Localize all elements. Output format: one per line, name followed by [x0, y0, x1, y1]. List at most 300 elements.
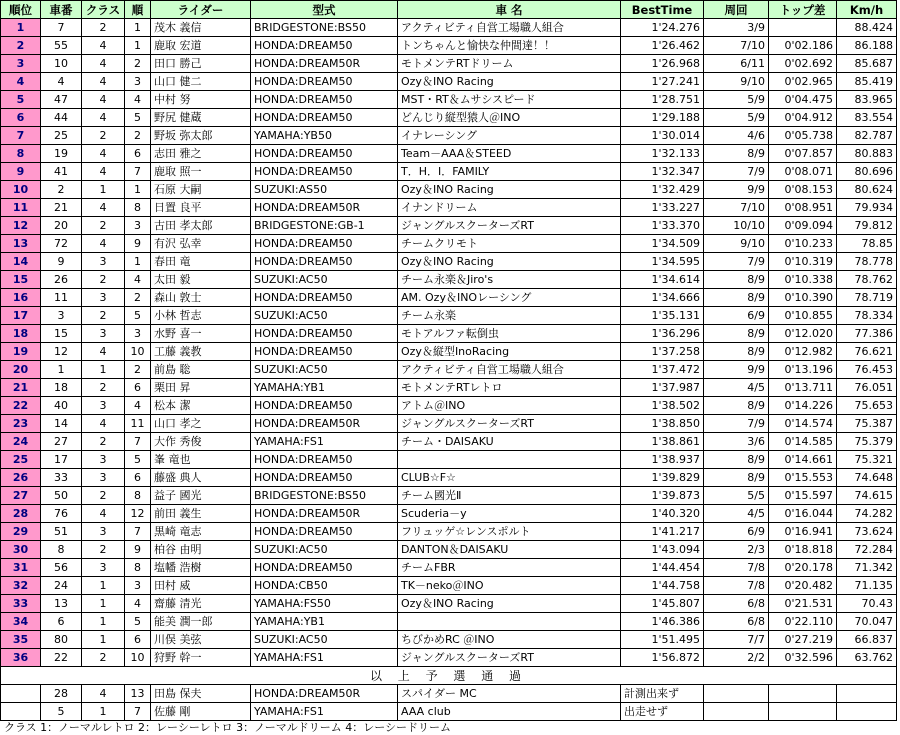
cell-laps: 7/8: [704, 577, 769, 595]
cell-rider: 齋藤 清光: [151, 595, 251, 613]
cell-speed: 75.387: [837, 415, 897, 433]
cell-laps: 7/10: [704, 37, 769, 55]
cell-class-order: 5: [125, 307, 151, 325]
cell-model: HONDA:CB50: [251, 577, 398, 595]
header-rider: ライダー: [151, 1, 251, 19]
cell-gap: 0'27.219: [769, 631, 837, 649]
cell-class: 2: [82, 19, 125, 37]
cell-class: 3: [82, 451, 125, 469]
cell-class: 4: [82, 343, 125, 361]
cell-rider: 能美 潤一郎: [151, 613, 251, 631]
cell-best-time: 1'40.320: [621, 505, 704, 523]
cell-position: 28: [1, 505, 41, 523]
cell-position: 10: [1, 181, 41, 199]
cell-gap: 0'20.482: [769, 577, 837, 595]
cell-model: SUZUKI:AS50: [251, 181, 398, 199]
cell-rider: 工藤 義教: [151, 343, 251, 361]
cell-model: HONDA:DREAM50: [251, 343, 398, 361]
cell-class-order: 3: [125, 217, 151, 235]
cell-gap: [769, 685, 837, 703]
cell-class: 4: [82, 685, 125, 703]
cell-number: 4: [41, 73, 82, 91]
cell-laps: 8/9: [704, 325, 769, 343]
cell-class-order: 10: [125, 343, 151, 361]
cell-best-time: 1'36.296: [621, 325, 704, 343]
cell-model: HONDA:DREAM50: [251, 559, 398, 577]
cell-class-order: 11: [125, 415, 151, 433]
cell-class: 1: [82, 181, 125, 199]
cell-best-time: 1'34.595: [621, 253, 704, 271]
cell-laps: 8/9: [704, 271, 769, 289]
cell-rider: 田口 勝己: [151, 55, 251, 73]
table-row: [1, 253, 897, 271]
cell-model: YAMAHA:FS1: [251, 703, 398, 721]
cell-team: モトメンテRTドリーム: [398, 55, 621, 73]
cell-team: アトム＠INO: [398, 397, 621, 415]
cell-team: DANTON＆DAISAKU: [398, 541, 621, 559]
cell-position: 27: [1, 487, 41, 505]
cell-model: HONDA:DREAM50: [251, 289, 398, 307]
cell-gap: 0'15.553: [769, 469, 837, 487]
cell-position: [1, 685, 41, 703]
table-row: [1, 55, 897, 73]
cell-gap: 0'02.965: [769, 73, 837, 91]
cell-class-order: 6: [125, 631, 151, 649]
cell-gap: 0'15.597: [769, 487, 837, 505]
cell-class-order: 2: [125, 289, 151, 307]
table-row: [1, 181, 897, 199]
cell-best-time: 1'44.454: [621, 559, 704, 577]
cell-gap: 0'20.178: [769, 559, 837, 577]
table-row: [1, 595, 897, 613]
cell-number: 55: [41, 37, 82, 55]
unclassified-row: [1, 703, 897, 721]
cell-speed: [837, 685, 897, 703]
cell-model: HONDA:DREAM50R: [251, 685, 398, 703]
cell-speed: 85.419: [837, 73, 897, 91]
cell-best-time: 1'37.472: [621, 361, 704, 379]
cell-laps: 8/9: [704, 289, 769, 307]
cell-team: [398, 613, 621, 631]
cell-gap: 0'10.390: [769, 289, 837, 307]
cell-class-order: 8: [125, 559, 151, 577]
cell-laps: 6/8: [704, 595, 769, 613]
cell-rider: 志田 雅之: [151, 145, 251, 163]
cell-position: 6: [1, 109, 41, 127]
cell-model: HONDA:DREAM50R: [251, 505, 398, 523]
table-row: [1, 433, 897, 451]
cell-gap: 0'05.738: [769, 127, 837, 145]
cell-laps: 4/5: [704, 505, 769, 523]
cell-team: MST・RT＆ムサシスピード: [398, 91, 621, 109]
cell-number: 20: [41, 217, 82, 235]
table-row: [1, 451, 897, 469]
header-laps: 周回: [704, 1, 769, 19]
cell-laps: 7/9: [704, 163, 769, 181]
cell-best-time: 1'34.509: [621, 235, 704, 253]
cell-laps: 5/9: [704, 91, 769, 109]
cell-team: AAA club: [398, 703, 621, 721]
cell-laps: 7/9: [704, 253, 769, 271]
cell-class: 4: [82, 505, 125, 523]
header-speed: Km/h: [837, 1, 897, 19]
cell-position: 16: [1, 289, 41, 307]
cell-rider: 藤盛 典人: [151, 469, 251, 487]
cell-class-order: 13: [125, 685, 151, 703]
cell-position: 12: [1, 217, 41, 235]
cell-best-time: 1'32.347: [621, 163, 704, 181]
cell-gap: 0'10.233: [769, 235, 837, 253]
cell-position: 25: [1, 451, 41, 469]
cell-model: HONDA:DREAM50: [251, 91, 398, 109]
cell-team: イナレーシング: [398, 127, 621, 145]
cell-speed: 78.719: [837, 289, 897, 307]
table-row: [1, 91, 897, 109]
table-row: [1, 649, 897, 667]
cell-speed: 88.424: [837, 19, 897, 37]
cell-class-order: 8: [125, 487, 151, 505]
cell-position: 21: [1, 379, 41, 397]
cell-rider: 古田 孝太郎: [151, 217, 251, 235]
cell-speed: 74.648: [837, 469, 897, 487]
cell-best-time: 1'37.258: [621, 343, 704, 361]
cell-team: CLUB☆F☆: [398, 469, 621, 487]
cell-speed: 75.321: [837, 451, 897, 469]
table-row: [1, 325, 897, 343]
cell-class-order: 1: [125, 19, 151, 37]
table-row: [1, 127, 897, 145]
table-row: [1, 415, 897, 433]
cell-class: 3: [82, 559, 125, 577]
cell-speed: 79.934: [837, 199, 897, 217]
cell-number: 47: [41, 91, 82, 109]
cell-number: 25: [41, 127, 82, 145]
cell-laps: 4/6: [704, 127, 769, 145]
cell-class-order: 10: [125, 649, 151, 667]
cell-number: 11: [41, 289, 82, 307]
cell-class-order: 5: [125, 109, 151, 127]
cell-class: 4: [82, 91, 125, 109]
cell-class-order: 2: [125, 361, 151, 379]
cell-gap: 0'13.196: [769, 361, 837, 379]
table-row: [1, 145, 897, 163]
table-row: [1, 289, 897, 307]
cell-class-order: 9: [125, 235, 151, 253]
cell-model: HONDA:DREAM50: [251, 109, 398, 127]
cell-class-order: 7: [125, 523, 151, 541]
cell-team: アクティビティ自営工場職人組合: [398, 361, 621, 379]
cell-laps: 7/9: [704, 415, 769, 433]
cell-number: 2: [41, 181, 82, 199]
cell-speed: 63.762: [837, 649, 897, 667]
table-row: [1, 379, 897, 397]
table-row: [1, 73, 897, 91]
cell-speed: 83.554: [837, 109, 897, 127]
cell-number: 17: [41, 451, 82, 469]
cell-gap: 0'08.951: [769, 199, 837, 217]
cell-speed: 76.621: [837, 343, 897, 361]
cell-gap: [769, 703, 837, 721]
cell-gap: 0'21.531: [769, 595, 837, 613]
cell-position: 14: [1, 253, 41, 271]
cell-speed: 76.051: [837, 379, 897, 397]
header-model: 型式: [251, 1, 398, 19]
cell-gap: 0'14.226: [769, 397, 837, 415]
cell-team: チーム永楽＆Jiro's: [398, 271, 621, 289]
cell-class: 2: [82, 541, 125, 559]
cell-team: チームクリモト: [398, 235, 621, 253]
cell-laps: 10/10: [704, 217, 769, 235]
cell-rider: 前田 義生: [151, 505, 251, 523]
cell-model: HONDA:DREAM50: [251, 37, 398, 55]
cell-team: TK－neko＠INO: [398, 577, 621, 595]
cell-laps: [704, 685, 769, 703]
cell-best-time: 1'30.014: [621, 127, 704, 145]
qualifying-separator-row: [1, 667, 897, 685]
cell-number: 18: [41, 379, 82, 397]
cell-gap: 0'13.711: [769, 379, 837, 397]
cell-position: 18: [1, 325, 41, 343]
cell-class-order: 1: [125, 181, 151, 199]
cell-speed: 74.282: [837, 505, 897, 523]
cell-team: モトアルファ転倒虫: [398, 325, 621, 343]
cell-number: 56: [41, 559, 82, 577]
header-team: 車 名: [398, 1, 621, 19]
cell-speed: [837, 703, 897, 721]
table-row: [1, 577, 897, 595]
cell-number: 22: [41, 649, 82, 667]
cell-number: 76: [41, 505, 82, 523]
cell-class: 4: [82, 109, 125, 127]
cell-position: 19: [1, 343, 41, 361]
cell-position: 1: [1, 19, 41, 37]
cell-team: トンちゃんと愉快な仲間達！！: [398, 37, 621, 55]
cell-best-time: 1'38.861: [621, 433, 704, 451]
cell-rider: 松本 潔: [151, 397, 251, 415]
cell-speed: 78.778: [837, 253, 897, 271]
cell-gap: 0'14.661: [769, 451, 837, 469]
cell-number: 10: [41, 55, 82, 73]
cell-class-order: 4: [125, 271, 151, 289]
cell-gap: 0'22.110: [769, 613, 837, 631]
cell-number: 40: [41, 397, 82, 415]
cell-best-time: 1'29.188: [621, 109, 704, 127]
cell-best-time: 1'38.850: [621, 415, 704, 433]
cell-speed: 78.334: [837, 307, 897, 325]
cell-best-time: 1'56.872: [621, 649, 704, 667]
cell-class-order: 4: [125, 91, 151, 109]
cell-model: HONDA:DREAM50: [251, 253, 398, 271]
cell-position: 36: [1, 649, 41, 667]
cell-model: YAMAHA:FS1: [251, 649, 398, 667]
cell-model: SUZUKI:AC50: [251, 631, 398, 649]
cell-best-time: 1'38.937: [621, 451, 704, 469]
cell-class: 4: [82, 415, 125, 433]
cell-position: 2: [1, 37, 41, 55]
cell-number: 24: [41, 577, 82, 595]
cell-number: 26: [41, 271, 82, 289]
qualifying-separator-text: 以 上 予 選 通 過: [1, 667, 897, 685]
table-row: [1, 217, 897, 235]
cell-laps: 9/10: [704, 235, 769, 253]
cell-laps: 4/5: [704, 379, 769, 397]
cell-gap: 0'12.982: [769, 343, 837, 361]
cell-number: 13: [41, 595, 82, 613]
cell-number: 72: [41, 235, 82, 253]
table-row: [1, 271, 897, 289]
cell-model: HONDA:DREAM50: [251, 469, 398, 487]
cell-position: 24: [1, 433, 41, 451]
cell-speed: 73.624: [837, 523, 897, 541]
cell-class: 2: [82, 433, 125, 451]
header-position: 順位: [1, 1, 41, 19]
cell-gap: 0'04.912: [769, 109, 837, 127]
cell-rider: 中村 努: [151, 91, 251, 109]
cell-model: HONDA:DREAM50: [251, 235, 398, 253]
cell-position: 3: [1, 55, 41, 73]
cell-class: 4: [82, 145, 125, 163]
cell-speed: 80.883: [837, 145, 897, 163]
cell-position: 5: [1, 91, 41, 109]
cell-team: フリュッゲ☆レンスポルト: [398, 523, 621, 541]
cell-gap: 0'09.094: [769, 217, 837, 235]
header-class-order: 順: [125, 1, 151, 19]
cell-speed: 72.284: [837, 541, 897, 559]
cell-rider: 鹿取 照一: [151, 163, 251, 181]
cell-class-order: 7: [125, 163, 151, 181]
cell-gap: 0'10.855: [769, 307, 837, 325]
cell-rider: 益子 國光: [151, 487, 251, 505]
table-row: [1, 559, 897, 577]
cell-speed: 82.787: [837, 127, 897, 145]
cell-laps: 7/8: [704, 559, 769, 577]
cell-laps: 3/6: [704, 433, 769, 451]
cell-class-order: 8: [125, 199, 151, 217]
cell-team: Ozy＆INO Racing: [398, 253, 621, 271]
cell-class: 1: [82, 613, 125, 631]
cell-gap: 0'10.319: [769, 253, 837, 271]
cell-team: ジャングルスクーターズRT: [398, 217, 621, 235]
cell-team: ジャングルスクーターズRT: [398, 415, 621, 433]
cell-class: 4: [82, 235, 125, 253]
cell-number: 44: [41, 109, 82, 127]
cell-rider: 狩野 幹一: [151, 649, 251, 667]
cell-rider: 栗田 昇: [151, 379, 251, 397]
cell-laps: 8/9: [704, 145, 769, 163]
cell-team: どんじり縦型猿人＠INO: [398, 109, 621, 127]
cell-number: 7: [41, 19, 82, 37]
cell-speed: 85.687: [837, 55, 897, 73]
cell-number: 41: [41, 163, 82, 181]
table-row: [1, 163, 897, 181]
cell-team: イナンドリーム: [398, 199, 621, 217]
cell-rider: 田村 威: [151, 577, 251, 595]
cell-class-order: 2: [125, 127, 151, 145]
cell-position: 8: [1, 145, 41, 163]
cell-speed: 70.047: [837, 613, 897, 631]
cell-rider: 日置 良平: [151, 199, 251, 217]
cell-number: 6: [41, 613, 82, 631]
cell-speed: 86.188: [837, 37, 897, 55]
cell-best-time: 1'34.666: [621, 289, 704, 307]
cell-class: 3: [82, 397, 125, 415]
cell-class-order: 6: [125, 379, 151, 397]
cell-number: 50: [41, 487, 82, 505]
cell-number: 5: [41, 703, 82, 721]
cell-position: 13: [1, 235, 41, 253]
cell-team: チーム永楽: [398, 307, 621, 325]
cell-gap: 0'02.186: [769, 37, 837, 55]
cell-number: 27: [41, 433, 82, 451]
table-row: [1, 613, 897, 631]
table-row: [1, 235, 897, 253]
cell-laps: 9/10: [704, 73, 769, 91]
cell-number: 12: [41, 343, 82, 361]
cell-best-time: 1'33.227: [621, 199, 704, 217]
cell-laps: 2/3: [704, 541, 769, 559]
cell-best-time: 1'32.133: [621, 145, 704, 163]
cell-team: チームFBR: [398, 559, 621, 577]
cell-rider: 太田 毅: [151, 271, 251, 289]
cell-speed: 78.85: [837, 235, 897, 253]
cell-best-time: 1'44.758: [621, 577, 704, 595]
cell-rider: 森山 敦士: [151, 289, 251, 307]
cell-class-order: 5: [125, 451, 151, 469]
cell-position: 15: [1, 271, 41, 289]
cell-best-time: 計測出来ず: [621, 685, 704, 703]
cell-class: 3: [82, 523, 125, 541]
cell-model: YAMAHA:YB50: [251, 127, 398, 145]
cell-laps: 8/9: [704, 343, 769, 361]
cell-best-time: 1'41.217: [621, 523, 704, 541]
cell-number: 3: [41, 307, 82, 325]
cell-model: HONDA:DREAM50: [251, 451, 398, 469]
cell-team: ちびかめRC ＠INO: [398, 631, 621, 649]
cell-laps: 8/9: [704, 469, 769, 487]
table-row: [1, 523, 897, 541]
cell-laps: 5/5: [704, 487, 769, 505]
cell-speed: 83.965: [837, 91, 897, 109]
cell-number: 19: [41, 145, 82, 163]
header-gap: トップ差: [769, 1, 837, 19]
cell-model: YAMAHA:FS50: [251, 595, 398, 613]
cell-position: 4: [1, 73, 41, 91]
cell-best-time: 1'46.386: [621, 613, 704, 631]
cell-class: 1: [82, 361, 125, 379]
cell-laps: 6/9: [704, 307, 769, 325]
cell-best-time: 1'28.751: [621, 91, 704, 109]
cell-class-order: 7: [125, 703, 151, 721]
cell-model: HONDA:DREAM50R: [251, 415, 398, 433]
cell-class: 2: [82, 127, 125, 145]
cell-class: 2: [82, 217, 125, 235]
cell-team: Ozy＆INO Racing: [398, 73, 621, 91]
cell-best-time: 1'26.462: [621, 37, 704, 55]
cell-rider: 有沢 弘幸: [151, 235, 251, 253]
cell-rider: 柏谷 由明: [151, 541, 251, 559]
cell-gap: 0'12.020: [769, 325, 837, 343]
cell-position: 20: [1, 361, 41, 379]
cell-model: HONDA:DREAM50: [251, 145, 398, 163]
cell-laps: [704, 703, 769, 721]
cell-rider: 田島 保夫: [151, 685, 251, 703]
cell-class-order: 1: [125, 253, 151, 271]
cell-position: 30: [1, 541, 41, 559]
cell-speed: 80.696: [837, 163, 897, 181]
cell-laps: 6/8: [704, 613, 769, 631]
cell-position: 26: [1, 469, 41, 487]
cell-speed: 71.342: [837, 559, 897, 577]
